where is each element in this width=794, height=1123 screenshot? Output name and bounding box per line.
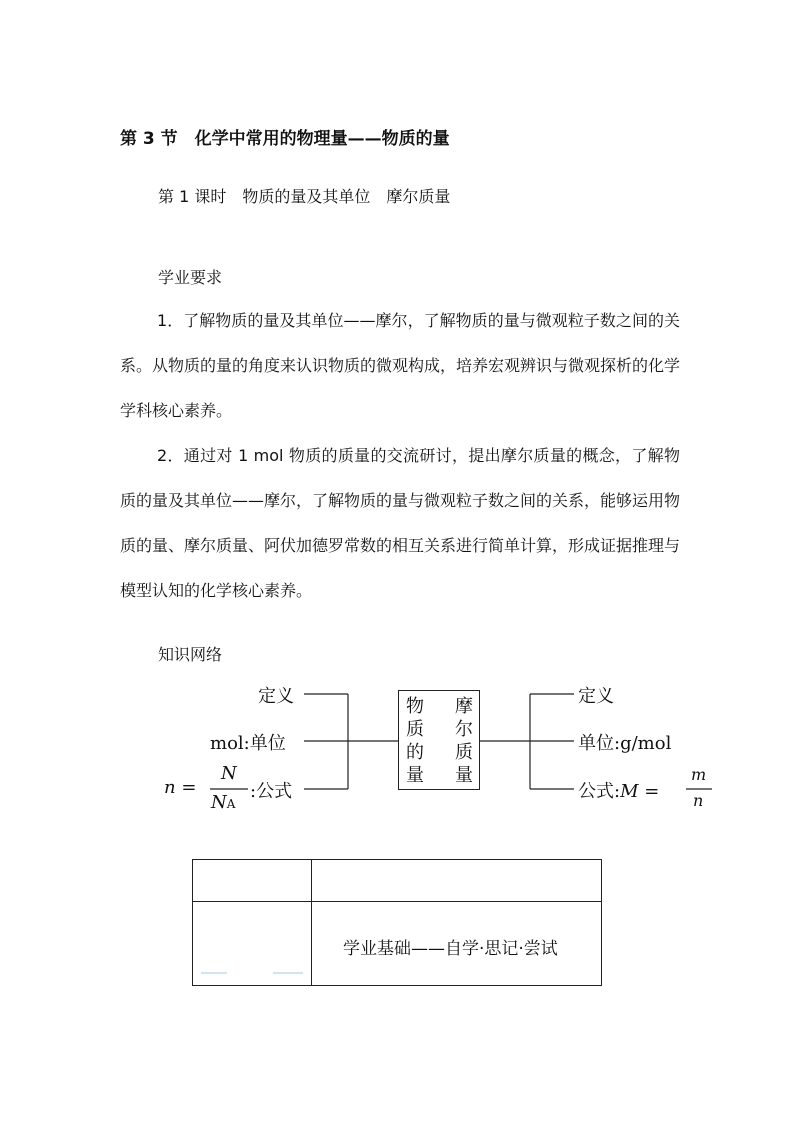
formula-NA-denominator: NA: [211, 792, 236, 813]
lesson-subtitle: 第 1 课时 物质的量及其单位 摩尔质量: [158, 187, 451, 206]
left-formula-label: :公式: [250, 781, 293, 802]
left-definition-label: 定义: [258, 686, 294, 707]
right-formula-label: 公式:M =: [578, 781, 660, 802]
network-heading: 知识网络: [158, 645, 223, 664]
left-unit-label: 单位: [249, 733, 286, 754]
table-cell-text: 学业基础——自学·思记·尝试: [343, 939, 558, 959]
unit-value: g/mol: [620, 733, 672, 754]
right-definition-label: 定义: [578, 686, 614, 707]
table-vertical-divider: [311, 860, 312, 985]
faint-mark: [201, 972, 227, 974]
formula-m-numerator: m: [691, 765, 707, 784]
faint-mark: [273, 972, 303, 974]
amount-of-substance-column: 物 质 的 量: [406, 696, 424, 786]
molar-mass-column: 摩 尔 质 量: [455, 696, 473, 786]
requirements-heading: 学业要求: [158, 268, 223, 287]
right-unit-row: 单位:g/mol: [578, 733, 672, 754]
section-table: [192, 859, 602, 986]
table-horizontal-divider: [193, 901, 601, 902]
mol-symbol: mol: [210, 733, 244, 754]
requirement-2: 2．通过对 1 mol 物质的质量的交流研讨，提出摩尔质量的概念，了解物质的量及其单位——摩尔，了解物质的量与微观粒子数之间的关系，能够运用物质的量、摩尔质量、阿伏加德罗常数的相互关系进行简单计算，形成证据推理与模型认知的化学核心素养。: [120, 446, 681, 600]
formula-n-denominator: n: [693, 791, 704, 810]
center-concept-box: [398, 690, 480, 790]
requirement-1: 1．了解物质的量及其单位——摩尔，了解物质的量与微观粒子数之间的关系。从物质的量的角度来认识物质的微观构成，培养宏观辨识与微观探析的化学学科核心素养。: [120, 311, 681, 420]
formula-N-numerator: N: [221, 763, 237, 784]
page-title: 第 3 节 化学中常用的物理量——物质的量: [120, 129, 450, 149]
right-unit-label: 单位: [578, 733, 614, 754]
left-unit-row: mol:单位: [210, 733, 286, 754]
formula-n: n =: [164, 777, 197, 798]
